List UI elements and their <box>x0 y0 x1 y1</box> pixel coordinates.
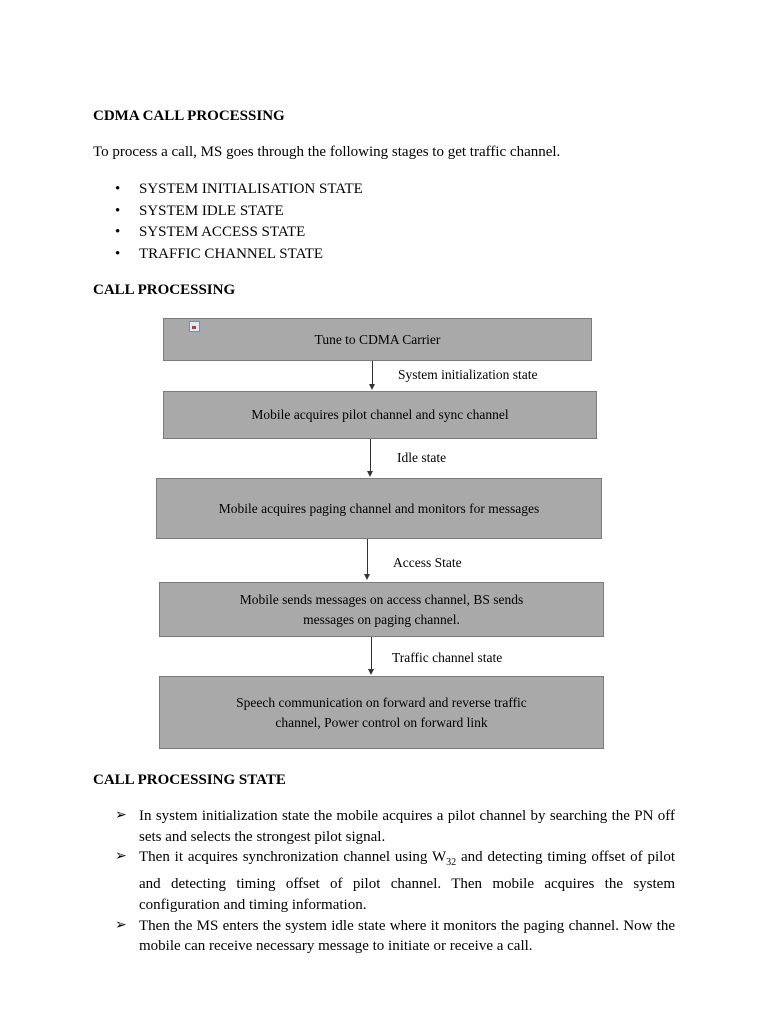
heading-call-processing-state: CALL PROCESSING STATE <box>93 772 286 788</box>
heading-cdma-call-processing: CDMA CALL PROCESSING <box>93 108 285 124</box>
state-points-list <box>93 806 675 957</box>
flow-connector <box>367 539 368 575</box>
arrow-down-icon <box>364 574 370 580</box>
bullet-icon: • <box>115 245 121 262</box>
arrow-down-icon <box>368 669 374 675</box>
list-item: ➢ In system initialization state the mobile acquires a pilot channel by searching the PN off sets and selects the strongest pilot signal. <box>115 808 675 845</box>
list-item: • TRAFFIC CHANNEL STATE <box>93 244 693 266</box>
bullet-icon: • <box>115 202 121 219</box>
bullet-icon: • <box>115 181 121 197</box>
list-item: ➢ Then the MS enters the system idle state where it monitors the paging channel. Now the mobile can receive necessary message to initiate or receive a call. <box>115 917 675 955</box>
intro-paragraph: To process a call, MS goes through the following stages to get traffic channel. <box>93 144 561 160</box>
flow-box-pilot-sync: Mobile acquires pilot channel and sync channel <box>163 391 597 439</box>
transition-label-traffic: Traffic channel state <box>392 650 503 665</box>
flow-box-paging-monitor: Mobile acquires paging channel and monitors for messages <box>156 478 602 539</box>
flow-connector <box>372 361 373 385</box>
transition-label-idle: Idle state <box>397 450 447 465</box>
list-item: ➢ Then it acquires synchronization channel using $W_{32}$ and detecting timing offset of pilot and detecting timing offset of pilot channel. Then mobile acquires the system configuration and timing information. <box>115 849 675 913</box>
transition-label-system-init: System initialization state <box>398 367 538 382</box>
broken-image-icon <box>189 321 200 332</box>
arrow-bullet-icon: ➢ <box>115 808 127 823</box>
flow-box-tune-carrier: Tune to CDMA Carrier <box>163 318 592 361</box>
heading-call-processing: CALL PROCESSING <box>93 282 236 298</box>
list-item: • SYSTEM INITIALISATION STATE <box>93 179 693 201</box>
transition-label-access: Access State <box>393 555 462 570</box>
flow-box-access-messages: Mobile sends messages on access channel, BS sends messages on paging channel. <box>159 582 604 637</box>
arrow-down-icon <box>369 384 375 390</box>
list-item: • SYSTEM ACCESS STATE <box>93 222 693 244</box>
arrow-down-icon <box>367 471 373 477</box>
arrow-bullet-icon: ➢ <box>115 849 127 865</box>
stages-list <box>93 179 693 265</box>
arrow-bullet-icon: ➢ <box>115 917 127 933</box>
flow-box-speech-communication: Speech communication on forward and reverse traffic channel, Power control on forward link <box>159 676 604 749</box>
flow-connector <box>370 439 371 472</box>
list-item: • SYSTEM IDLE STATE <box>93 201 693 223</box>
flow-connector <box>371 637 372 670</box>
bullet-icon: • <box>115 224 121 240</box>
